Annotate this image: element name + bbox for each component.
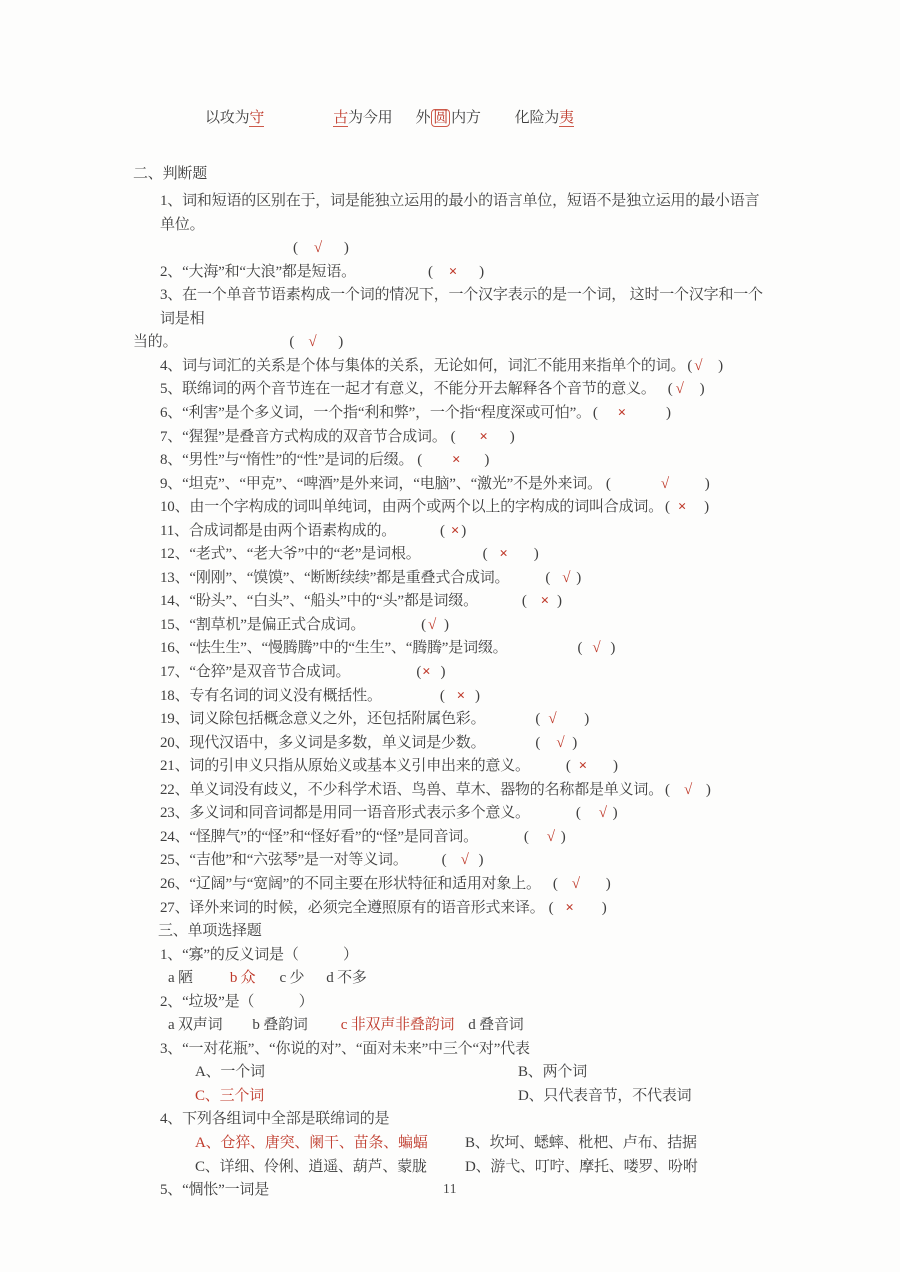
paren-open: ( (440, 522, 445, 539)
answer-mark: √ (562, 569, 571, 586)
paren-close: ) (612, 758, 618, 775)
paren-open: ( (665, 499, 670, 516)
paren-open: ( (450, 428, 456, 445)
answer-mark: √ (313, 240, 322, 257)
answer-group (606, 476, 710, 492)
page-content (133, 0, 773, 1203)
answer-mark: √ (694, 357, 703, 374)
answer-mark: × (479, 428, 488, 445)
page-number: 11 (443, 1181, 457, 1196)
paren-close: ) (557, 593, 562, 610)
mc-option: B、两个词 (518, 1064, 588, 1081)
mc-question-text: 1、“寡”的反义词是（ ） (160, 946, 358, 963)
paren-close: ) (605, 875, 611, 892)
paren-open: ( (416, 664, 422, 681)
paren-close: ) (576, 569, 581, 586)
tf-question-text: 16、“怯生生”、“慢腾腾”中的“生生”、“腾腾”是词缀。 (160, 640, 508, 657)
answer-mark: × (456, 687, 465, 704)
paren-close: ) (509, 428, 515, 445)
tf-question (133, 661, 773, 685)
tf-question-text: 18、专有名词的词义没有概括性。 (160, 687, 382, 704)
answer-group (522, 593, 562, 609)
answer-group (665, 782, 711, 798)
mc-question (133, 1038, 773, 1062)
answer-mark: × (617, 405, 627, 422)
answer-group (549, 900, 607, 916)
tf-question (133, 496, 773, 520)
paren-close: ) (572, 734, 578, 751)
answer-mark: × (565, 899, 574, 916)
paren-open: ( (545, 569, 551, 586)
choice-questions (133, 944, 773, 1203)
tf-question-text: 13、“刚刚”、“馍馍”、“断断续续”都是重叠式合成词。 (160, 569, 510, 586)
tf-question-text: 1、词和短语的区别在于，词是能独立运用的最小的语言单位，短语不是独立运用的最小语言单位。 (160, 193, 760, 233)
mc-question-text: 3、“一对花瓶”、“你说的对”、“面对未来”中三个“对”代表 (160, 1040, 530, 1057)
answer-group (535, 735, 577, 751)
tf-question (133, 567, 773, 591)
mc-option: b 众 (229, 970, 256, 987)
paren-open: ( (293, 240, 298, 257)
answer-mark: × (499, 546, 508, 563)
mc-question (133, 944, 773, 968)
section-choice-title: 三、单项选择题 (158, 923, 262, 940)
section-judge-title: 二、判断题 (133, 165, 208, 182)
paren-open: ( (667, 381, 673, 398)
idiom-row (133, 107, 773, 131)
answer-mark: √ (556, 734, 565, 751)
paren-close: ) (479, 263, 484, 280)
paren-close: ) (666, 405, 671, 422)
tf-question-text: 3、在一个单音节语素构成一个词的情况下，一个汉字表示的是一个词， 这时一个汉字和一个词是相 (160, 287, 763, 327)
mc-option: a 陋 (168, 970, 193, 987)
tf-question-text: 5、联绵词的两个音节连在一起才有意义，不能分开去解释各个音节的意义。 (160, 381, 656, 398)
tf-question (133, 897, 773, 921)
answer-group (417, 452, 489, 468)
mc-option: D、游弋、叮咛、摩托、喽罗、吩咐 (465, 1158, 698, 1175)
mc-option: B、坎坷、蟋蟀、枇杷、卢布、拮据 (465, 1134, 697, 1151)
tf-question-text: 23、多义词和同音词都是用同一语音形式表示多个意义。 (160, 805, 530, 822)
paren-close: ) (478, 852, 484, 869)
mc-option: c 少 (279, 970, 305, 987)
tf-question-cont-text: 当的。 (133, 334, 178, 351)
idiom-item (333, 107, 392, 131)
answer-mark: × (452, 452, 461, 469)
answer-mark: × (422, 664, 431, 681)
answer-mark: √ (548, 711, 557, 728)
paren-close: ) (343, 240, 349, 257)
tf-question (133, 426, 773, 450)
paren-open: ( (548, 899, 554, 916)
tf-question (133, 802, 773, 826)
answer-group (483, 546, 539, 562)
tf-question-text: 14、“盼头”、“白头”、“船头”中的“头”都是词缀。 (160, 593, 478, 610)
idiom-item (205, 107, 264, 131)
answer-group (576, 805, 618, 821)
paren-open: ( (577, 640, 583, 657)
paren-open: ( (592, 405, 598, 422)
answer-group (577, 640, 615, 656)
answer-mark: × (450, 522, 460, 539)
paren-close: ) (705, 781, 711, 798)
answer-mark: √ (427, 616, 436, 633)
paren-close: ) (612, 805, 618, 822)
mc-option: A、仓猝、唐突、阑干、苗条、蝙蝠 (195, 1134, 428, 1151)
answer-group (566, 758, 618, 774)
tf-question (133, 261, 773, 285)
answer-mark-line (160, 237, 773, 261)
paren-open: ( (687, 357, 693, 374)
paren-close: ) (461, 522, 466, 539)
tf-question-text: 15、“割草机”是偏正式合成词。 (160, 616, 366, 633)
answer-group (289, 334, 343, 350)
tf-question-text: 26、“辽阔”与“宽阔”的不同主要在形状特征和适用对象上。 (160, 875, 541, 892)
tf-question-text: 22、单义词没有歧义，不少科学术语、鸟兽、草木、器物的名称都是单义词。 (160, 781, 664, 798)
tf-question-text: 9、“坦克”、“甲克”、“啤酒”是外来词，“电脑”、“激光”不是外来词。 (160, 475, 602, 492)
tf-question (133, 402, 773, 426)
answer-mark: √ (308, 334, 317, 351)
paren-close: ) (699, 381, 705, 398)
idiom-item (415, 107, 480, 131)
answer-mark: √ (598, 805, 607, 822)
paren-close: ) (440, 664, 446, 681)
tf-question-text: 20、现代汉语中，多义词是多数，单义词是少数。 (160, 734, 486, 751)
options-row (133, 967, 773, 991)
answer-group (535, 711, 589, 727)
tf-question (133, 543, 773, 567)
mc-option: A、一个词 (195, 1064, 265, 1081)
paren-open: ( (421, 616, 426, 633)
answer-group (593, 405, 671, 421)
tf-question-text: 11、合成词都是由两个语素构成的。 (160, 522, 397, 539)
tf-question (133, 732, 773, 756)
idiom-suffix: 内方 (451, 110, 481, 126)
mc-option: D、只代表音节，不代表词 (518, 1087, 692, 1104)
idiom-answer: 圆 (433, 110, 449, 126)
paren-close: ) (610, 640, 616, 657)
tf-question (133, 284, 773, 355)
tf-question (133, 637, 773, 661)
paren-open: ( (441, 852, 447, 869)
paren-open: ( (521, 593, 527, 610)
answer-mark: √ (571, 875, 580, 892)
tf-question-text: 12、“老式”、“老大爷”中的“老”是词根。 (160, 546, 421, 563)
mc-question (133, 991, 773, 1015)
mc-option: d 叠音词 (468, 1017, 524, 1034)
answer-group (442, 852, 484, 868)
answer-group (440, 688, 480, 704)
mc-option: C、详细、伶俐、逍遥、葫芦、蒙胧 (195, 1158, 427, 1175)
tf-question-text: 19、词义除包括概念意义之外，还包括附属色彩。 (160, 711, 486, 728)
paren-close: ) (443, 616, 449, 633)
tf-question-text: 2、“大海”和“大浪”都是短语。 (160, 263, 356, 280)
options-row (133, 1061, 773, 1108)
answer-mark: × (677, 499, 687, 516)
answer-mark: √ (460, 852, 469, 869)
idiom-prefix: 以攻为 (205, 110, 250, 126)
answer-mark: √ (660, 475, 669, 492)
tf-question-text: 8、“男性”与“惰性”的“性”是词的后缀。 (160, 452, 414, 469)
tf-question (133, 378, 773, 402)
answer-mark: √ (675, 381, 684, 398)
answer-group (416, 664, 445, 680)
paren-open: ( (665, 781, 670, 798)
paren-close: ) (718, 357, 723, 374)
options-row (133, 1014, 773, 1038)
paren-close: ) (584, 711, 590, 728)
tf-question (133, 779, 773, 803)
answer-mark: √ (683, 781, 692, 798)
answer-group (687, 358, 723, 374)
tf-question-text: 27、译外来词的时候，必须完全遵照原有的语音形式来译。 (160, 899, 545, 916)
answer-mark: × (578, 758, 587, 775)
paren-open: ( (552, 875, 558, 892)
answer-mark: × (448, 263, 458, 280)
answer-group (428, 264, 484, 280)
answer-mark: × (540, 593, 550, 610)
mc-option: c 非双声非叠韵词 (340, 1017, 455, 1034)
paren-close: ) (533, 546, 539, 563)
tf-question-continuation (133, 331, 773, 355)
mc-question-text: 4、下列各组词中全部是联绵词的是 (160, 1111, 390, 1128)
tf-question-text: 6、“利害”是个多义词，一个指“利和弊”，一个指“程度深或可怕”。 (160, 405, 591, 422)
paren-open: ( (439, 687, 445, 704)
mc-option: C、三个词 (195, 1087, 265, 1104)
paren-open: ( (417, 452, 423, 469)
tf-question-text: 21、词的引申义只指从原始义或基本义引申出来的意义。 (160, 758, 530, 775)
tf-question (133, 614, 773, 638)
paren-close: ) (484, 452, 490, 469)
tf-question-text: 17、“仓猝”是双音节合成词。 (160, 664, 351, 681)
answer-group (668, 381, 705, 397)
answer-group (451, 429, 515, 445)
tf-question-text: 25、“吉他”和“六弦琴”是一对等义词。 (160, 852, 408, 869)
paren-close: ) (560, 828, 566, 845)
paren-open: ( (575, 805, 581, 822)
idiom-answer: 夷 (559, 110, 574, 126)
answer-mark: √ (546, 828, 555, 845)
paren-open: ( (289, 334, 295, 351)
paren-open: ( (535, 711, 541, 728)
paren-open: ( (482, 546, 488, 563)
tf-question (133, 520, 773, 544)
tf-question (133, 849, 773, 873)
paren-open: ( (605, 475, 611, 492)
mc-question-text: 2、“垃圾”是（ ） (160, 993, 314, 1010)
mc-option: d 不多 (326, 970, 367, 987)
options-row (133, 1132, 773, 1179)
tf-question (133, 685, 773, 709)
tf-question (133, 190, 773, 261)
mc-option: a 双声词 (168, 1017, 223, 1034)
answer-group (545, 570, 581, 586)
paren-close: ) (704, 475, 710, 492)
tf-question-text: 4、词与词汇的关系是个体与集体的关系，无论如何，词汇不能用来指单个的词。 (160, 357, 686, 374)
idiom-prefix: 化险为 (514, 110, 560, 126)
judge-questions (133, 190, 773, 920)
mc-question-text: 5、“惆怅”一词是 (160, 1182, 270, 1199)
tf-question (133, 449, 773, 473)
tf-question (133, 755, 773, 779)
answer-group (440, 523, 466, 539)
tf-question-text: 7、“猩猩”是叠音方式构成的双音节合成词。 (160, 428, 447, 445)
idiom-answer: 古 (333, 110, 349, 126)
answer-group (293, 240, 349, 256)
idiom-prefix: 外 (415, 110, 431, 126)
mc-option: b 叠韵词 (252, 1017, 308, 1034)
tf-question (133, 708, 773, 732)
paren-open: ( (427, 263, 433, 280)
mc-question (133, 1108, 773, 1132)
answer-group (524, 829, 566, 845)
paren-open: ( (565, 758, 571, 775)
tf-question (133, 355, 773, 379)
tf-question (133, 873, 773, 897)
paren-close: ) (601, 899, 607, 916)
answer-group (421, 617, 449, 633)
paren-close: ) (338, 334, 344, 351)
tf-question-text: 10、由一个字构成的词叫单纯词，由两个或两个以上的字构成的词叫合成词。 (160, 499, 664, 516)
answer-group (665, 499, 709, 515)
paren-close: ) (474, 687, 480, 704)
idiom-item (515, 107, 574, 131)
tf-question (133, 473, 773, 497)
idiom-answer: 守 (249, 110, 265, 126)
answer-mark: √ (592, 640, 601, 657)
tf-question (133, 590, 773, 614)
idiom-suffix: 为今用 (348, 110, 393, 126)
paren-open: ( (523, 828, 529, 845)
tf-question (133, 826, 773, 850)
paren-open: ( (535, 734, 541, 751)
answer-group (553, 876, 611, 892)
tf-question-text: 24、“怪脾气”的“怪”和“怪好看”的“怪”是同音词。 (160, 828, 478, 845)
paren-close: ) (704, 499, 709, 516)
